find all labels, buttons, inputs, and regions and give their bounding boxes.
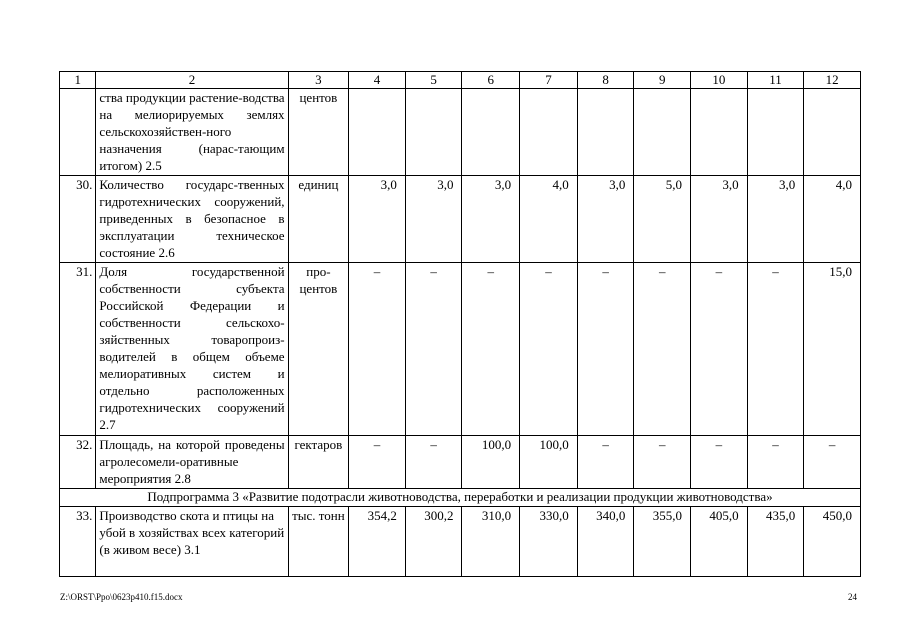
value-cell: 450,0 bbox=[804, 507, 861, 577]
value-cell: 3,0 bbox=[405, 176, 462, 263]
value-cell bbox=[747, 89, 804, 176]
value-cell bbox=[804, 89, 861, 176]
value-cell: – bbox=[349, 436, 406, 489]
value-cell bbox=[691, 89, 748, 176]
value-cell: 3,0 bbox=[691, 176, 748, 263]
value-cell: 435,0 bbox=[747, 507, 804, 577]
value-cell: – bbox=[747, 436, 804, 489]
value-cell: – bbox=[747, 263, 804, 436]
value-cell: – bbox=[634, 263, 691, 436]
row-number: 33. bbox=[60, 507, 96, 577]
value-cell: 355,0 bbox=[634, 507, 691, 577]
value-cell: 330,0 bbox=[520, 507, 578, 577]
header-cell: 6 bbox=[462, 72, 520, 89]
header-cell: 3 bbox=[288, 72, 349, 89]
value-cell: 3,0 bbox=[577, 176, 634, 263]
value-cell bbox=[577, 89, 634, 176]
indicator-name: ства продукции растение-водства на мелиорируемых землях сельскохозяйствен-ного назначения (нарас-тающим итогом) 2.5 bbox=[96, 89, 288, 176]
subprogram-title: Подпрограмма 3 «Развитие подотрасли животноводства, переработки и реализации продукции животноводства» bbox=[60, 489, 861, 507]
unit-cell: про-центов bbox=[288, 263, 349, 436]
footer-file-path: Z:\ORST\Ppo\0623p410.f15.docx bbox=[60, 592, 183, 602]
value-cell: 4,0 bbox=[804, 176, 861, 263]
value-cell: 5,0 bbox=[634, 176, 691, 263]
value-cell: – bbox=[520, 263, 578, 436]
row-number: 31. bbox=[60, 263, 96, 436]
value-cell: 100,0 bbox=[520, 436, 578, 489]
value-cell: – bbox=[577, 263, 634, 436]
value-cell: 340,0 bbox=[577, 507, 634, 577]
header-cell: 10 bbox=[691, 72, 748, 89]
header-cell: 12 bbox=[804, 72, 861, 89]
table-row bbox=[60, 507, 861, 577]
value-cell: 100,0 bbox=[462, 436, 520, 489]
value-cell: 405,0 bbox=[691, 507, 748, 577]
value-cell bbox=[634, 89, 691, 176]
value-cell: – bbox=[691, 263, 748, 436]
value-cell: – bbox=[804, 436, 861, 489]
header-cell: 8 bbox=[577, 72, 634, 89]
header-cell: 4 bbox=[349, 72, 406, 89]
value-cell bbox=[520, 89, 578, 176]
value-cell: – bbox=[405, 436, 462, 489]
value-cell: 300,2 bbox=[405, 507, 462, 577]
unit-cell: гектаров bbox=[288, 436, 349, 489]
header-cell: 1 bbox=[60, 72, 96, 89]
header-cell: 7 bbox=[520, 72, 578, 89]
value-cell: – bbox=[691, 436, 748, 489]
value-cell: – bbox=[577, 436, 634, 489]
subprogram-row bbox=[60, 489, 861, 507]
value-cell: 354,2 bbox=[349, 507, 406, 577]
header-cell: 9 bbox=[634, 72, 691, 89]
value-cell: 15,0 bbox=[804, 263, 861, 436]
indicator-name: Производство скота и птицы на убой в хозяйствах всех категорий (в живом весе) 3.1 bbox=[96, 507, 288, 577]
value-cell bbox=[462, 89, 520, 176]
value-cell bbox=[405, 89, 462, 176]
value-cell: 310,0 bbox=[462, 507, 520, 577]
header-row bbox=[60, 72, 861, 89]
value-cell: 4,0 bbox=[520, 176, 578, 263]
value-cell: – bbox=[462, 263, 520, 436]
header-cell: 11 bbox=[747, 72, 804, 89]
value-cell: – bbox=[349, 263, 406, 436]
value-cell bbox=[349, 89, 406, 176]
indicator-name: Площадь, на которой проведены агролесомели-оративные мероприятия 2.8 bbox=[96, 436, 288, 489]
value-cell: – bbox=[405, 263, 462, 436]
value-cell: 3,0 bbox=[349, 176, 406, 263]
unit-cell: тыс. тонн bbox=[288, 507, 349, 577]
table-row bbox=[60, 176, 861, 263]
table-row bbox=[60, 263, 861, 436]
indicator-name: Доля государственной собственности субъекта Российской Федерации и собственности сельскохо-зяйственных товаропроиз-водителей в общем объеме мелиоративных систем и отдельно расположенных гидротехнических сооружений 2.7 bbox=[96, 263, 288, 436]
header-cell: 5 bbox=[405, 72, 462, 89]
table-row bbox=[60, 89, 861, 176]
page-number: 24 bbox=[848, 592, 857, 602]
value-cell: 3,0 bbox=[462, 176, 520, 263]
indicators-table bbox=[59, 71, 861, 577]
table-row bbox=[60, 436, 861, 489]
value-cell: – bbox=[634, 436, 691, 489]
row-number: 32. bbox=[60, 436, 96, 489]
header-cell: 2 bbox=[96, 72, 288, 89]
row-number bbox=[60, 89, 96, 176]
unit-cell: центов bbox=[288, 89, 349, 176]
unit-cell: единиц bbox=[288, 176, 349, 263]
row-number: 30. bbox=[60, 176, 96, 263]
value-cell: 3,0 bbox=[747, 176, 804, 263]
indicator-name: Количество государс-твенных гидротехнических сооружений, приведенных в безопасное в эксплуатации техническое состояние 2.6 bbox=[96, 176, 288, 263]
